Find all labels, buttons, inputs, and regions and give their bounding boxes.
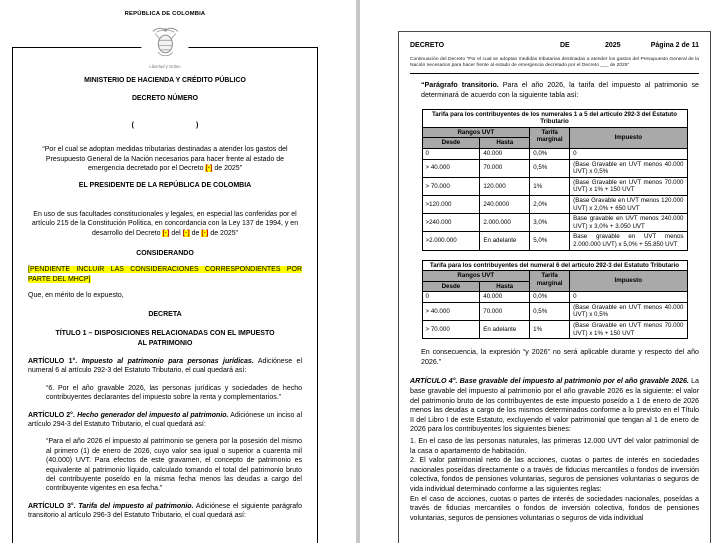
considerando-heading: CONSIDERANDO <box>136 250 194 258</box>
decree-subject: “Por el cual se adoptan medidas tributarias destinadas a atender los gastos del Presupuesto General de la Nación necesarios para hacer frente al estado de emergencia decretado por el Decreto [·] de 2025” <box>42 146 288 173</box>
articulo-2: ARTÍCULO 2°. Hecho generador del impuesto al patrimonio. Adiciónese un inciso al artículo 294-3 del Estatuto Tributario, el cual quedará así: <box>28 411 302 428</box>
paragrafo-transitorio: “Parágrafo transitorio. Para el año 2026, la tarifa del impuesto al patrimonio se determinará de acuerdo con la siguiente tabla así: <box>421 81 700 99</box>
articulo-1-quote: “6. Por el año gravable 2026, las personas jurídicas y sociedades de hecho contribuyentes declarantes del impuesto sobre la renta y complementarios.” <box>46 384 302 402</box>
placeholder-marker: [·] <box>182 229 190 237</box>
placeholder-marker: [·] <box>162 229 170 237</box>
tarifa-table-1 <box>422 109 688 251</box>
table-row: >240.000 2.000.000 3,0% Base gravable en UVT menos 240.000 UVT) x 3,0% + 3.050 UVT <box>422 214 687 232</box>
tarifa-table-2 <box>422 260 688 340</box>
emblem-caption: Libertad y Orden <box>149 64 181 69</box>
placeholder-marker: [·] <box>205 165 213 173</box>
articulo-4-item-2: 2. El valor patrimonial neto de las acciones, cuotas o partes de interés en sociedades nacionales poseídas directamente o a través de fiducias mercantiles o fondos de inversión colectiva, fondos de pensiones voluntarias, seguros de pensiones voluntarias o seguros de vida individual determinado conforme a las siguientes reglas: <box>410 456 699 493</box>
continuation-note: Continuación del Decreto “Por el cual se adoptan medidas tributarias destinadas a atender los gastos del Presupuesto General de la Nación necesarios para hacer frente al estado de emergencia decretado por el Decreto ___ de 2025” <box>410 57 699 75</box>
col-hasta: Hasta <box>480 281 530 292</box>
merit-line: Que, en mérito de lo expuesto, <box>28 292 124 300</box>
articulo-4-item-3: En el caso de acciones, cuotas o partes de interés de sociedades nacionales, poseídas a través de fiducias mercantiles o fondos de inversión colectiva, fondos de pensiones voluntarias, seguros de pensiones voluntarias o seguros de vida individual <box>410 494 699 522</box>
col-desde: Desde <box>422 281 480 292</box>
col-rangos-uvt: Rangos UVT <box>422 271 530 282</box>
articulo-1: ARTÍCULO 1°. Impuesto al patrimonio para personas jurídicas. Adiciónese el numeral 6 al artículo 292-3 del Estatuto Tributario, el cual quedará así: <box>28 357 303 375</box>
decreta-heading: DECRETA <box>148 310 182 318</box>
decree-number-label: DECRETO NÚMERO <box>131 95 199 103</box>
page-1 <box>0 0 356 543</box>
paren-close: ) <box>196 121 199 129</box>
page-2-border-box <box>398 31 711 543</box>
col-tarifa-marginal: Tarifa marginal <box>530 127 570 148</box>
header-year: 2025 <box>605 42 621 49</box>
col-impuesto: Impuesto <box>570 127 687 148</box>
pending-note: [PENDIENTE INCLUIR LAS CONSIDERACIONES CORRESPONDIENTES POR PARTE DEL MHCP] <box>28 266 302 283</box>
table-row: >2.000.000 En adelante 5,0% Base gravable en UVT menos 2.000.000 UVT) x 5,0% + 55.850 UVT <box>422 232 687 250</box>
page-indicator: Página 2 de 11 <box>650 42 699 49</box>
president-heading: EL PRESIDENTE DE LA REPÚBLICA DE COLOMBIA <box>78 182 252 190</box>
ministry-heading: MINISTERIO DE HACIENDA Y CRÉDITO PÚBLICO <box>84 77 246 84</box>
col-hasta: Hasta <box>480 138 530 149</box>
articulo-2-quote: “Para el año 2026 el impuesto al patrimonio se genera por la posesión del mismo al primero (1) de enero de 2026, cuyo valor sea igual o superior a cuarenta mil (40.000) UVT. Para efectos de este gravamen, el concepto de patrimonio es equivalente al patrimonio líquido, calculado tomando el total del patrimonio bruto del contribuyente poseído en la misma fecha menos las deudas a cargo del contribuyente vigentes en esa fecha.” <box>46 438 302 493</box>
table-row: > 70.000 120.000 1% (Base Gravable en UVT menos 70.000 UVT) x 1% + 150 UVT <box>422 177 687 195</box>
paren-open: ( <box>131 121 134 129</box>
table-row: >120.000 240.0000 2,0% (Base Gravable en UVT menos 120.000 UVT) x 2,0% + 650 UVT <box>422 195 687 213</box>
col-tarifa-marginal: Tarifa marginal <box>530 271 570 292</box>
consequence-paragraph: En consecuencia, la expresión “y 2026” no será aplicable durante y respecto del año 2026.” <box>421 348 699 366</box>
page-1-border-box <box>12 47 318 543</box>
placeholder-marker: [·] <box>201 229 209 237</box>
table-1-title: Tarifa para los contribuyentes de los numerales 1 a 5 del artículo 292-3 del Estatuto Tributario <box>422 109 687 127</box>
col-impuesto: Impuesto <box>570 271 687 292</box>
table-row: > 40.000 70.000 0,5% (Base Gravable en UVT menos 40.000 UVT) x 0,5% <box>422 302 687 320</box>
header-de: DE <box>560 42 570 49</box>
header-decreto: DECRETO <box>410 42 445 49</box>
title-1-heading: TÍTULO 1 – DISPOSICIONES RELACIONADAS CON EL IMPUESTO AL PATRIMONIO <box>55 330 275 347</box>
table-row: > 40.000 70.000 0,5% (Base Gravable en UVT menos 40.000 UVT) x 0,5% <box>422 159 687 177</box>
col-rangos-uvt: Rangos UVT <box>422 127 530 138</box>
table-row: 0 40.000 0,0% 0 <box>422 292 687 303</box>
table-row: 0 40.000 0,0% 0 <box>422 148 687 159</box>
decree-number-blank <box>28 121 302 130</box>
coat-of-arms <box>141 24 188 69</box>
articulo-4-item-1: 1. En el caso de las personas naturales, las primeras 12.000 UVT del valor patrimonial de la casa o apartamento de habitación. <box>410 437 699 455</box>
table-row: > 70.000 En adelante 1% (Base Gravable en UVT menos 70.000 UVT) x 1% + 150 UVT <box>422 321 687 339</box>
page-2 <box>360 0 715 543</box>
col-desde: Desde <box>422 138 480 149</box>
table-2-title: Tarifa para los contribuyentes del numeral 6 del artículo 292-3 del Estatuto Tributario <box>422 260 687 271</box>
republic-heading: REPÚBLICA DE COLOMBIA <box>124 11 206 17</box>
articulo-3: ARTÍCULO 3°. Tarifa del impuesto al patrimonio. Adiciónese el siguiente parágrafo transitorio al artículo 296-3 del Estatuto Tributario, el cual quedará así: <box>28 502 302 520</box>
powers-paragraph: En uso de sus facultades constitucionales y legales, en especial las conferidas por el artículo 215 de la Constitución Política, en concordancia con la Ley 137 de 1994, y en desarrollo del Decreto [·] del [·] de [·] de 2025” <box>31 210 299 237</box>
colombia-coat-of-arms-icon <box>150 24 180 58</box>
page-2-header <box>410 41 699 51</box>
articulo-4: ARTÍCULO 4°. Base gravable del impuesto al patrimonio por el año gravable 2026. La base gravable del impuesto al patrimonio por el año gravable 2026 es la siguiente: el valor del patrimonio bruto de los contribuyentes de este impuesto poseído a 1 de enero de 2026 menos las deudas a cargo de los mismos determinados conforme a lo previsto en el Título II del Libro I de este Estatuto, excluyendo el valor patrimonial que tengan al 1 de enero de 2026 para los contribuyentes los siguientes bienes: <box>410 377 699 434</box>
